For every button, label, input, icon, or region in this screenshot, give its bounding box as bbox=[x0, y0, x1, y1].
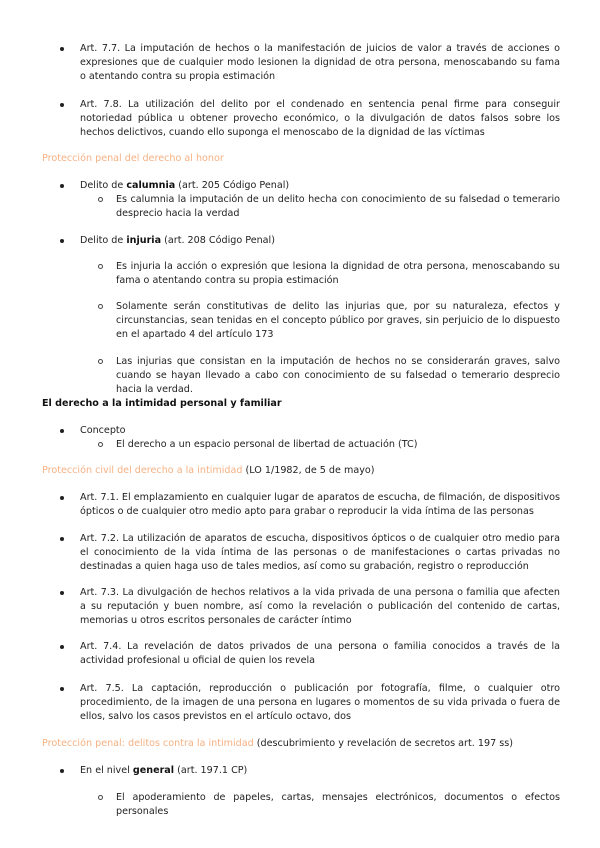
section-heading-intimidad: El derecho a la intimidad personal y familiar bbox=[42, 398, 282, 409]
bullet-dot-icon bbox=[60, 429, 64, 433]
bullet-dot-icon bbox=[60, 103, 64, 107]
list-item-text: Art. 7.1. El emplazamiento en cualquier lugar de aparatos de escucha, de filmación, de dispositivos ópticos o de cualquier otro medio apto para grabar o reproducir la vida íntima de las personas bbox=[80, 492, 560, 517]
bullet-dot-icon bbox=[60, 769, 64, 773]
sub-item-text: Es calumnia la imputación de un delito hecha con conocimiento de su falsedad o temerario desprecio hacia la verdad bbox=[116, 194, 560, 219]
bold-term: injuria bbox=[126, 235, 162, 246]
bold-term: general bbox=[132, 765, 175, 776]
bullet-dot-icon bbox=[60, 537, 64, 541]
list-item-text: Delito de injuria (art. 208 Código Penal) bbox=[80, 235, 275, 246]
list-item-text: Art. 7.7. La imputación de hechos o la manifestación de juicios de valor a través de acciones o expresiones que de cualquier modo lesionen la dignidad de otra persona, menoscabando su fama o atentando contra su propia estimación bbox=[80, 43, 560, 82]
list-item-text: Art. 7.5. La captación, reproducción o publicación por fotografía, filme, o cualquier otro procedimiento, de la imagen de una persona en lugares o momentos de su vida privada o fuera de ellos, salvo los casos previstos en el artículo octavo, dos bbox=[80, 683, 560, 722]
bullet-dot-icon bbox=[60, 591, 64, 595]
bullet-circle-icon bbox=[98, 442, 103, 447]
sub-item-text: Las injurias que consistan en la imputación de hechos no se considerarán graves, salvo cuando se hayan llevado a cabo con conocimiento de su falsedad o temerario desprecio hacia la verdad. bbox=[116, 356, 560, 395]
bullet-circle-icon bbox=[98, 264, 103, 269]
bullet-dot-icon bbox=[60, 239, 64, 243]
bullet-circle-icon bbox=[98, 795, 103, 800]
bullet-dot-icon bbox=[60, 47, 64, 51]
list-item-text: Art. 7.2. La utilización de aparatos de escucha, dispositivos ópticos o de cualquier otro medio para el conocimiento de la vida íntima de las personas o de manifestaciones o cartas privadas no destinadas a quien haga uso de tales medios, así como su grabación, registro o reproducción bbox=[80, 533, 560, 572]
bullet-circle-icon bbox=[98, 304, 103, 309]
list-item-text: Concepto bbox=[80, 425, 126, 436]
sub-item-text: El apoderamiento de papeles, cartas, mensajes electrónicos, documentos o efectos personales bbox=[116, 792, 560, 817]
section-heading-honor-penal: Protección penal del derecho al honor bbox=[42, 153, 224, 164]
bold-term: calumnia bbox=[126, 180, 176, 191]
list-item-text: Art. 7.4. La revelación de datos privados de una persona o familia conocidos a través de la actividad profesional u oficial de quien los revela bbox=[80, 641, 560, 666]
list-item-text: Delito de calumnia (art. 205 Código Penal) bbox=[80, 180, 290, 191]
list-item-text: Art. 7.8. La utilización del delito por el condenado en sentencia penal firme para conseguir notoriedad pública u obtener provecho económico, o la divulgación de datos falsos sobre los hechos delictivos, cuando ello suponga el menoscabo de la dignidad de las víctimas bbox=[80, 99, 560, 138]
bullet-circle-icon bbox=[98, 359, 103, 364]
sub-item-text: Solamente serán constitutivas de delito las injurias que, por su naturaleza, efectos y circunstancias, sean tenidas en el concepto público por graves, sin perjuicio de lo dispuesto en el apartado 4 del artículo 173 bbox=[116, 301, 560, 340]
section-heading-intimidad-civil: Protección civil del derecho a la intimidad (LO 1/1982, de 5 de mayo) bbox=[42, 465, 375, 476]
bullet-dot-icon bbox=[60, 645, 64, 649]
bullet-dot-icon bbox=[60, 184, 64, 188]
bullet-dot-icon bbox=[60, 496, 64, 500]
sub-item-text: El derecho a un espacio personal de libertad de actuación (TC) bbox=[116, 439, 418, 450]
bullet-dot-icon bbox=[60, 687, 64, 691]
section-heading-intimidad-penal: Protección penal: delitos contra la intimidad (descubrimiento y revelación de secretos art. 197 ss) bbox=[42, 738, 513, 749]
sub-item-text: Es injuria la acción o expresión que lesiona la dignidad de otra persona, menoscabando su fama o atentando contra su propia estimación bbox=[116, 261, 560, 286]
list-item-text: Art. 7.3. La divulgación de hechos relativos a la vida privada de una persona o familia que afecten a su reputación y buen nombre, así como la revelación o publicación del contenido de cartas, memorias u otros escritos personales de carácter íntimo bbox=[80, 587, 560, 626]
list-item-text: En el nivel general (art. 197.1 CP) bbox=[80, 765, 248, 776]
bullet-circle-icon bbox=[98, 197, 103, 202]
